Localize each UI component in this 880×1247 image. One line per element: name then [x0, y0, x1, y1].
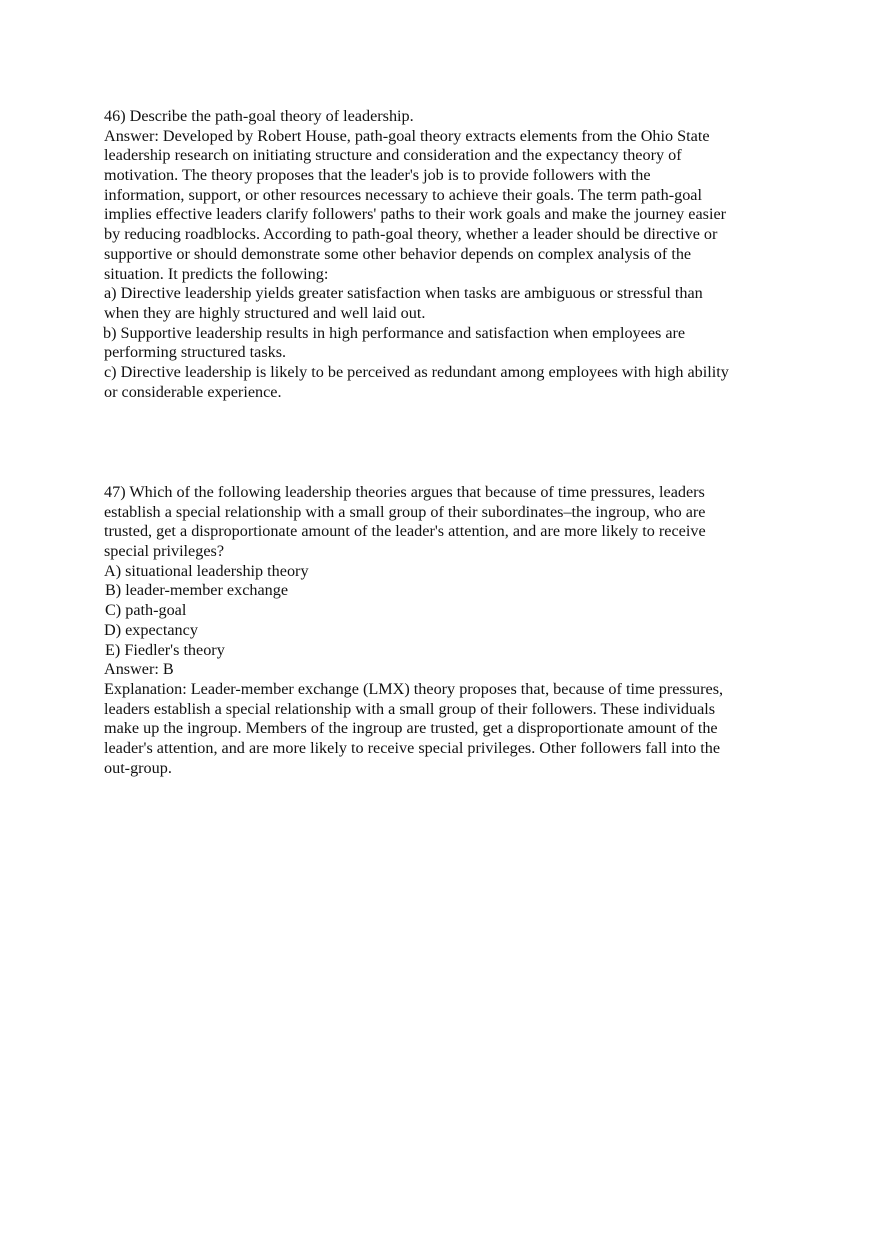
explanation-47-line: leader's attention, and are more likely to receive special privileges. Other followers fall into the [104, 738, 721, 757]
option-a: A) situational leadership theory [104, 561, 309, 580]
explanation-47-line: Explanation: Leader-member exchange (LMX) theory proposes that, because of time pressures, [104, 679, 724, 698]
explanation-47-line: leaders establish a special relationship with a small group of their followers. These individuals [104, 699, 716, 718]
answer-46-line: implies effective leaders clarify followers' paths to their work goals and make the journey easier [104, 205, 727, 224]
question-46 [104, 107, 784, 402]
option-d: D) expectancy [104, 620, 198, 639]
explanation-47-line: out-group. [104, 758, 172, 777]
prediction-a-cont: when they are highly structured and well laid out. [104, 303, 426, 322]
answer-46-line: by reducing roadblocks. According to path-goal theory, whether a leader should be directive or [104, 225, 718, 244]
answer-46-line: supportive or should demonstrate some other behavior depends on complex analysis of the [104, 244, 692, 263]
question-46-prompt: 46) Describe the path-goal theory of leadership. [104, 107, 414, 125]
option-c: C) path-goal [105, 601, 187, 620]
answer-46-line: information, support, or other resources necessary to achieve their goals. The term path-goal [104, 185, 702, 204]
prediction-b-cont: performing structured tasks. [104, 343, 287, 362]
question-47-prompt: trusted, get a disproportionate amount of the leader's attention, and are more likely to receive [104, 522, 706, 541]
answer-46-line: leadership research on initiating structure and consideration and the expectancy theory of [104, 146, 682, 165]
question-47-prompt: special privileges? [104, 542, 225, 561]
prediction-b: b) Supportive leadership results in high performance and satisfaction when employees are [103, 323, 686, 342]
question-47-prompt: 47) Which of the following leadership theories argues that because of time pressures, leaders [104, 483, 705, 501]
prediction-c-cont: or considerable experience. [104, 382, 282, 401]
answer-46-line: situation. It predicts the following: [104, 264, 329, 283]
option-e: E) Fiedler's theory [105, 640, 225, 659]
prediction-c: c) Directive leadership is likely to be perceived as redundant among employees with high ability [104, 362, 729, 381]
question-47 [104, 483, 784, 778]
explanation-47-line: make up the ingroup. Members of the ingroup are trusted, get a disproportionate amount of the [104, 719, 718, 738]
question-47-prompt: establish a special relationship with a small group of their subordinates–the ingroup, who are [104, 502, 706, 521]
answer-46-line: Answer: Developed by Robert House, path-goal theory extracts elements from the Ohio State [104, 126, 710, 145]
option-b: B) leader-member exchange [105, 581, 289, 600]
answer-47: Answer: B [104, 660, 174, 679]
prediction-a: a) Directive leadership yields greater satisfaction when tasks are ambiguous or stressful than [104, 284, 703, 303]
answer-46-line: motivation. The theory proposes that the leader's job is to provide followers with the [104, 166, 651, 185]
